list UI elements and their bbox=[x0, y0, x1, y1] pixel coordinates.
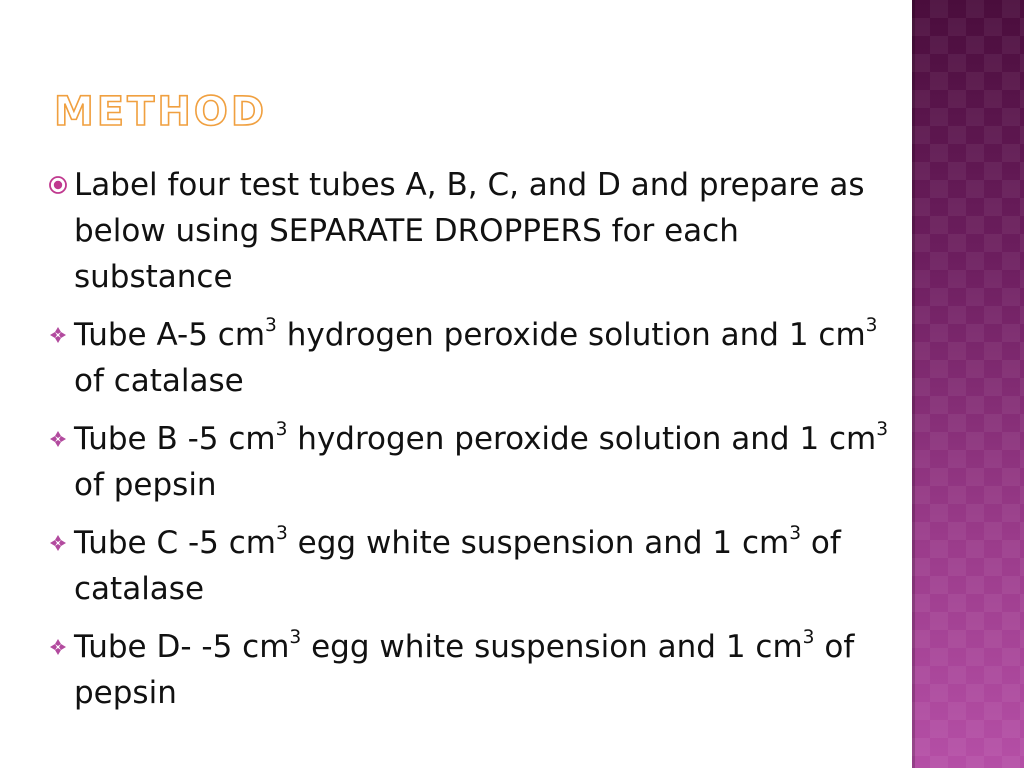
bullet-text-part: of pepsin bbox=[74, 467, 217, 503]
superscript: 3 bbox=[802, 626, 815, 648]
superscript: 3 bbox=[865, 314, 878, 336]
side-band-edge bbox=[912, 0, 915, 768]
bullet-text: Label four test tubes A, B, C, and D and prepare as below using SEPARATE DROPPERS for each substance bbox=[74, 167, 865, 295]
bullet-item-tube-d bbox=[44, 624, 894, 716]
superscript: 3 bbox=[275, 418, 288, 440]
bullet-text-part: egg white suspension and 1 cm bbox=[287, 525, 790, 561]
bullet-text-part: hydrogen peroxide solution and 1 cm bbox=[287, 421, 877, 457]
bullet-text-part: Tube D- -5 cm bbox=[74, 629, 290, 665]
bullet-text-part: of catalase bbox=[74, 525, 841, 607]
diamond-bullet-icon bbox=[46, 416, 70, 462]
bullet-text-part: Tube B -5 cm bbox=[74, 421, 276, 457]
slide-title: METHOD bbox=[54, 89, 268, 135]
bullet-text-part: Tube A-5 cm bbox=[74, 317, 266, 353]
bullet-text-part: Tube C -5 cm bbox=[74, 525, 276, 561]
bullet-text-part: hydrogen peroxide solution and 1 cm bbox=[276, 317, 866, 353]
bullet-list bbox=[44, 162, 894, 728]
superscript: 3 bbox=[265, 314, 277, 336]
radio-bullet-icon bbox=[46, 162, 70, 208]
bullet-text-part: egg white suspension and 1 cm bbox=[301, 629, 803, 665]
side-band-pattern bbox=[912, 0, 1024, 768]
superscript: 3 bbox=[275, 522, 288, 544]
bullet-text-part: of catalase bbox=[74, 363, 244, 399]
superscript: 3 bbox=[289, 626, 302, 648]
diamond-bullet-icon bbox=[46, 312, 70, 358]
bullet-item-tube-c bbox=[44, 520, 894, 612]
bullet-item-tube-b bbox=[44, 416, 894, 508]
bullet-item-instructions bbox=[44, 162, 894, 300]
bullet-item-tube-a bbox=[44, 312, 894, 404]
superscript: 3 bbox=[876, 418, 889, 440]
superscript: 3 bbox=[789, 522, 802, 544]
decorative-side-band bbox=[912, 0, 1024, 768]
diamond-bullet-icon bbox=[46, 520, 70, 566]
bullet-text-part: of pepsin bbox=[74, 629, 855, 711]
diamond-bullet-icon bbox=[46, 624, 70, 670]
